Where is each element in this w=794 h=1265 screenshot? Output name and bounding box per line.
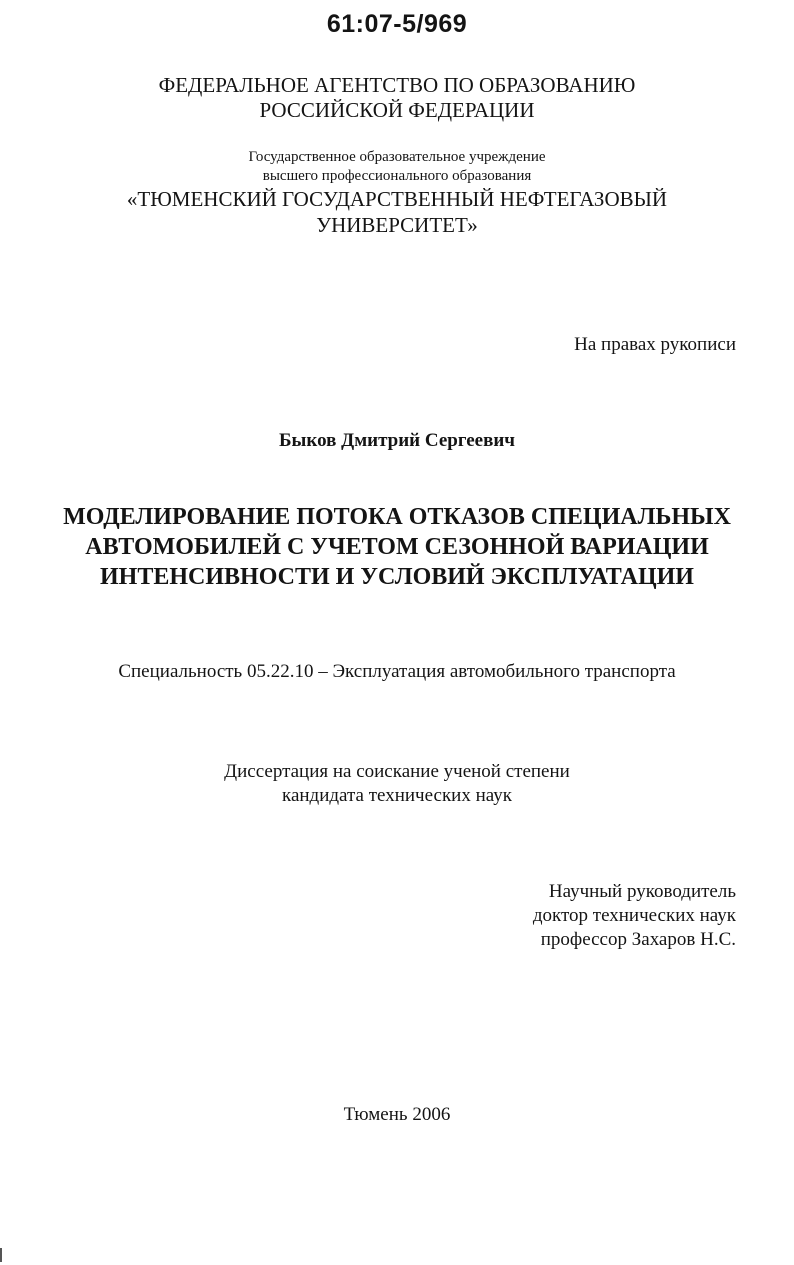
dissertation-title-line: АВТОМОБИЛЕЙ С УЧЕТОМ СЕЗОННОЙ ВАРИАЦИИ xyxy=(85,534,709,560)
dissertation-title-line: ИНТЕНСИВНОСТИ И УСЛОВИЙ ЭКСПЛУАТАЦИИ xyxy=(100,564,694,590)
scan-edge-mark xyxy=(0,1248,2,1262)
institution-type-line: высшего профессионального образования xyxy=(262,168,532,184)
advisor-line: профессор Захаров Н.С. xyxy=(540,929,736,950)
degree-statement-line: Диссертация на соискание ученой степени xyxy=(224,761,570,782)
university-name-line: «ТЮМЕНСКИЙ ГОСУДАРСТВЕННЫЙ НЕФТЕГАЗОВЫЙ xyxy=(126,187,668,211)
dissertation-title-line: МОДЕЛИРОВАНИЕ ПОТОКА ОТКАЗОВ СПЕЦИАЛЬНЫХ xyxy=(63,504,731,530)
manuscript-note: На правах рукописи xyxy=(574,334,736,355)
author-name: Быков Дмитрий Сергеевич xyxy=(279,430,515,451)
catalog-number: 61:07-5/969 xyxy=(326,10,468,38)
degree-statement-line: кандидата технических наук xyxy=(282,785,512,806)
specialty: Специальность 05.22.10 – Эксплуатация автомобильного транспорта xyxy=(118,661,676,682)
agency-name-line: ФЕДЕРАЛЬНОЕ АГЕНТСТВО ПО ОБРАЗОВАНИЮ xyxy=(158,73,636,97)
place-and-year: Тюмень 2006 xyxy=(343,1104,451,1125)
advisor-line: доктор технических наук xyxy=(532,905,736,926)
university-name-line: УНИВЕРСИТЕТ» xyxy=(316,213,478,237)
agency-name-line: РОССИЙСКОЙ ФЕДЕРАЦИИ xyxy=(259,98,535,122)
institution-type-line: Государственное образовательное учреждение xyxy=(248,149,546,165)
advisor-line: Научный руководитель xyxy=(548,881,736,902)
